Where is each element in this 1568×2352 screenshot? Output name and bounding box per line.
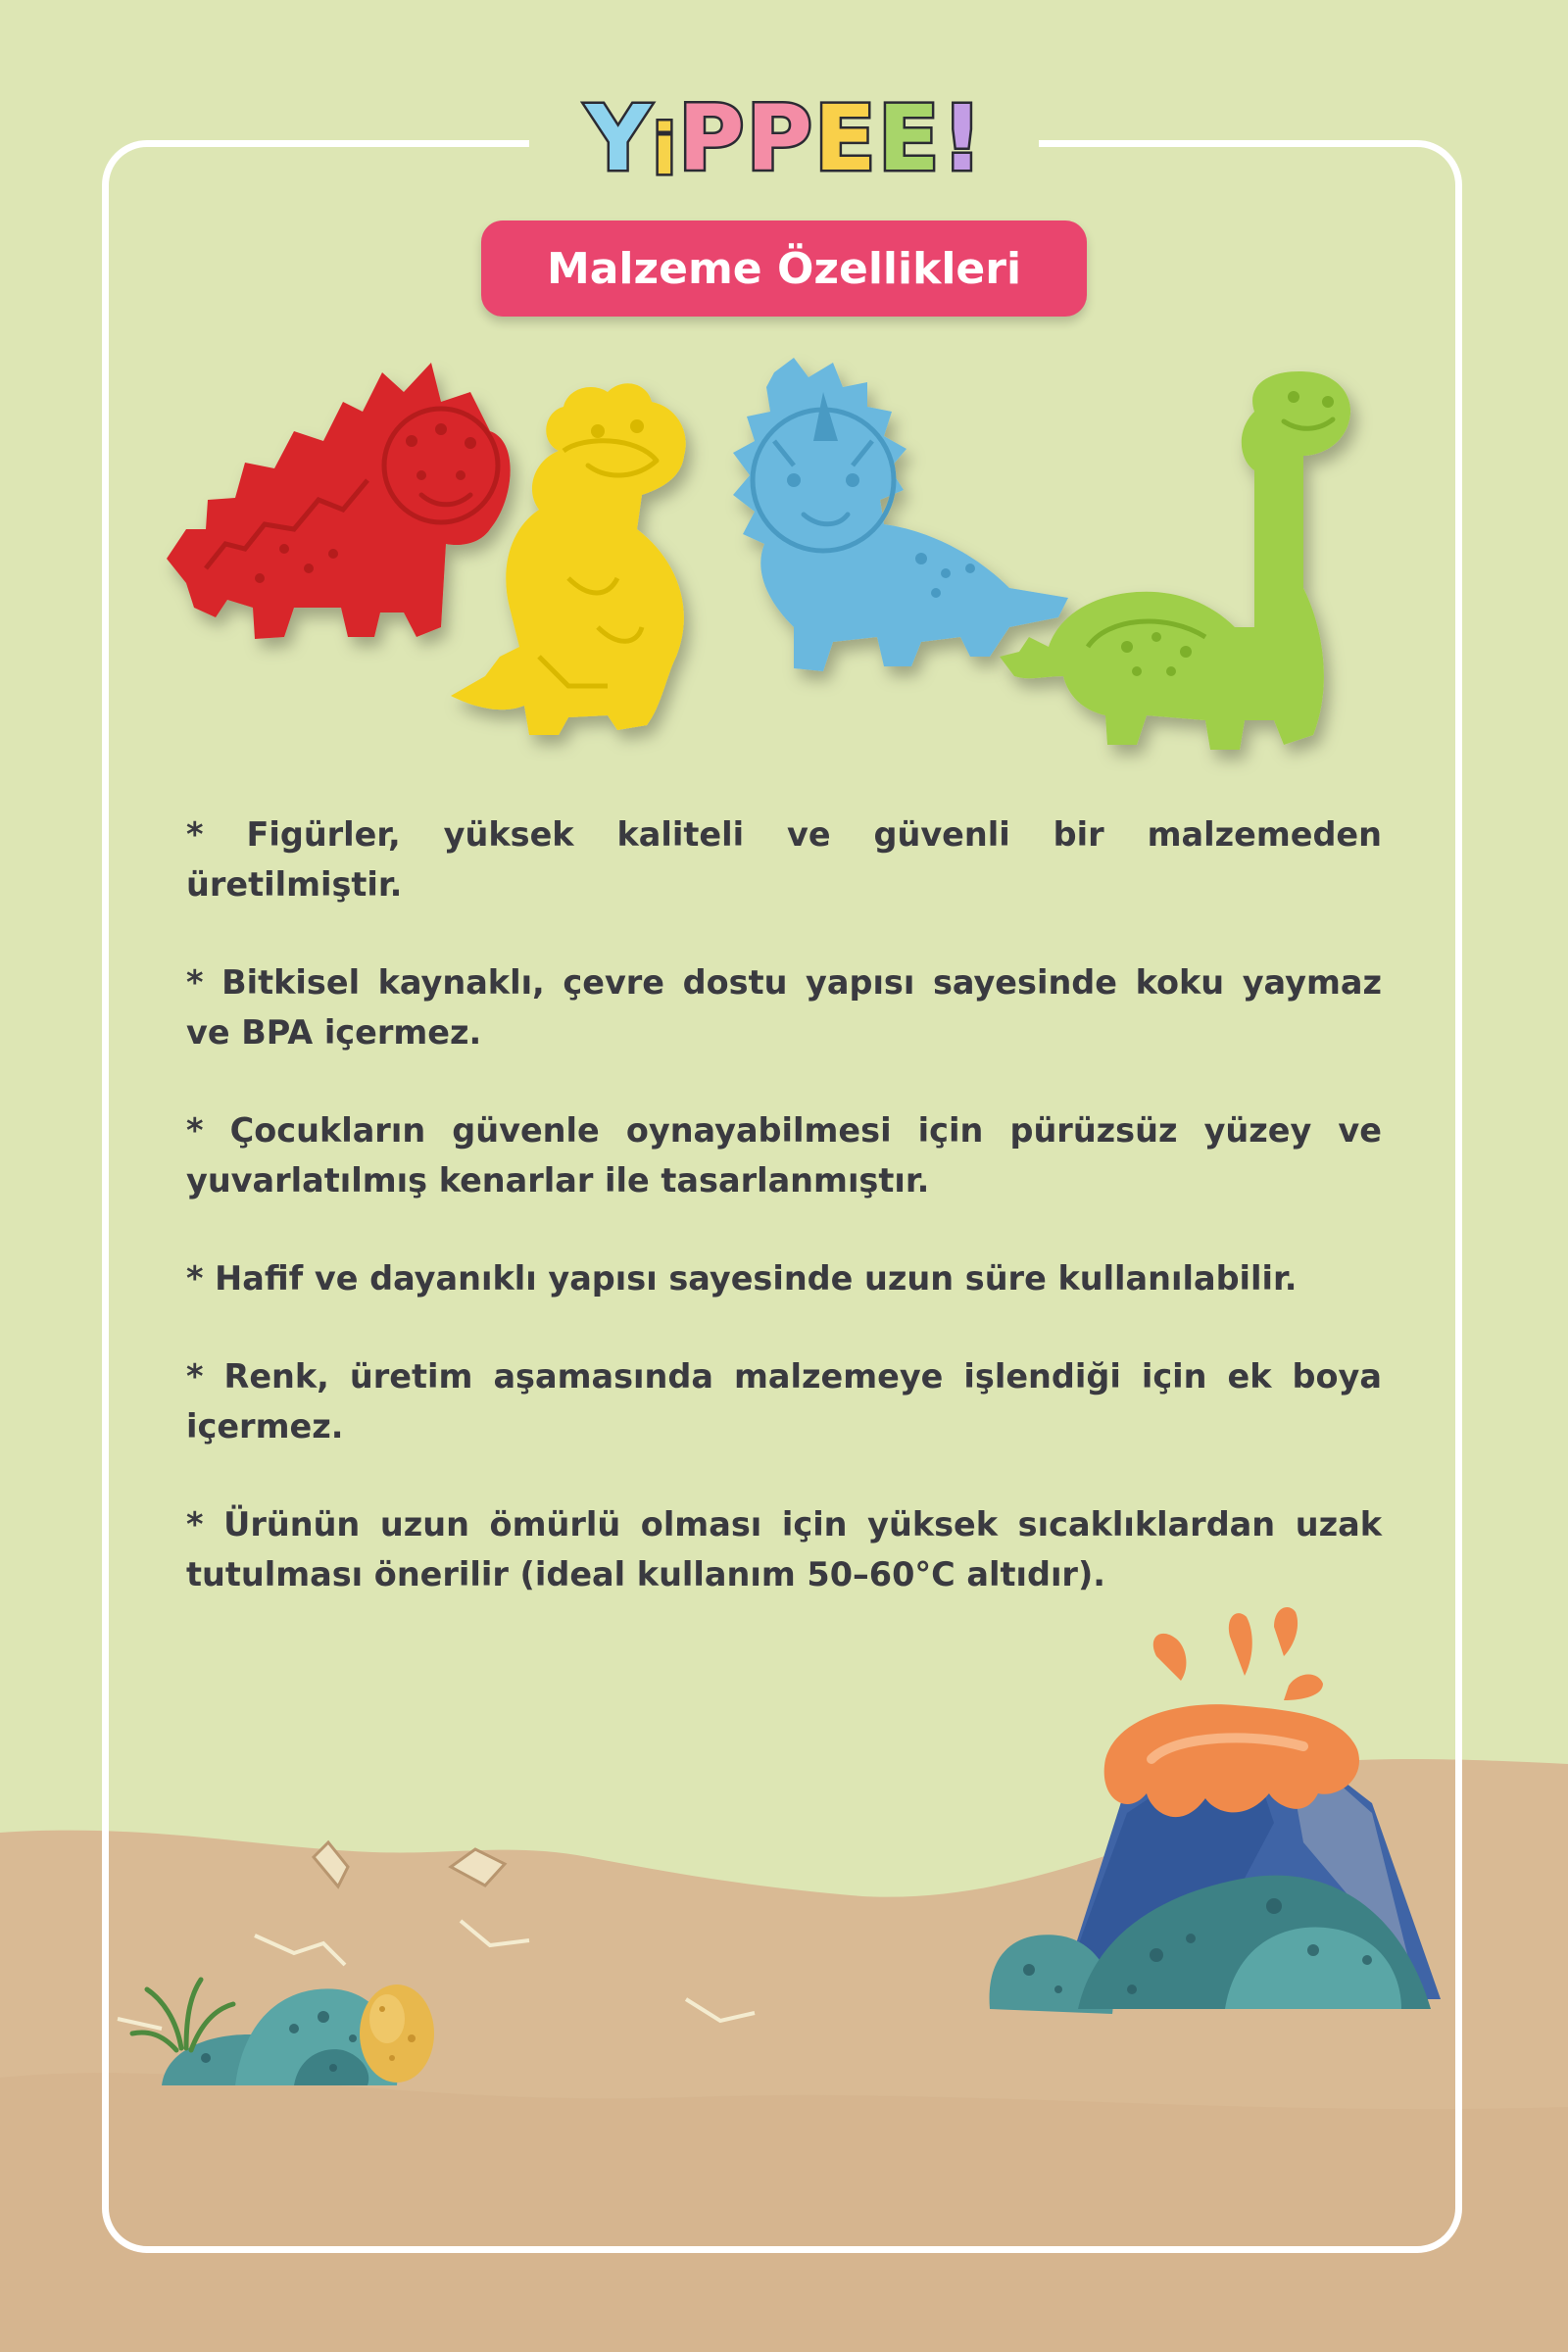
page-title: Malzeme Özellikleri <box>481 220 1087 317</box>
logo-letter: P <box>678 86 745 191</box>
logo-letter: i <box>653 110 677 190</box>
feature-item: * Hafif ve dayanıklı yapısı sayesinde uzun süre kullanılabilir. <box>186 1259 1298 1298</box>
feature-item: * Ürünün uzun ömürlü olması için yüksek sıcaklıklardan uzak tutulması önerilir (ideal kullanım 50–60°C altıdır). <box>186 1505 1382 1593</box>
logo-letter: ! <box>941 86 983 191</box>
triceratops-figure <box>733 358 1068 671</box>
logo-letter: P <box>746 86 812 191</box>
brand-logo <box>585 86 983 191</box>
logo-letter: E <box>813 86 876 191</box>
feature-item: * Çocukların güvenle oynayabilmesi için pürüzsüz yüzey ve yuvarlatılmış kenarlar ile tasarlanmıştır. <box>186 1111 1382 1200</box>
logo-letter: E <box>877 86 940 191</box>
brachiosaurus-figure <box>1000 371 1350 750</box>
feature-item: * Renk, üretim aşamasında malzemeye işlendiği için ek boya içermez. <box>186 1357 1382 1446</box>
dinosaur-figures <box>147 333 1421 804</box>
logo-letter: Y <box>585 86 652 191</box>
logo-area <box>529 80 1039 198</box>
feature-item: * Bitkisel kaynaklı, çevre dostu yapısı sayesinde koku yaymaz ve BPA içermez. <box>186 963 1382 1052</box>
feature-item: * Figürler, yüksek kaliteli ve güvenli bir malzemeden üretilmiştir. <box>186 815 1382 904</box>
feature-list <box>186 809 1382 1647</box>
stegosaurus-figure <box>167 363 511 639</box>
